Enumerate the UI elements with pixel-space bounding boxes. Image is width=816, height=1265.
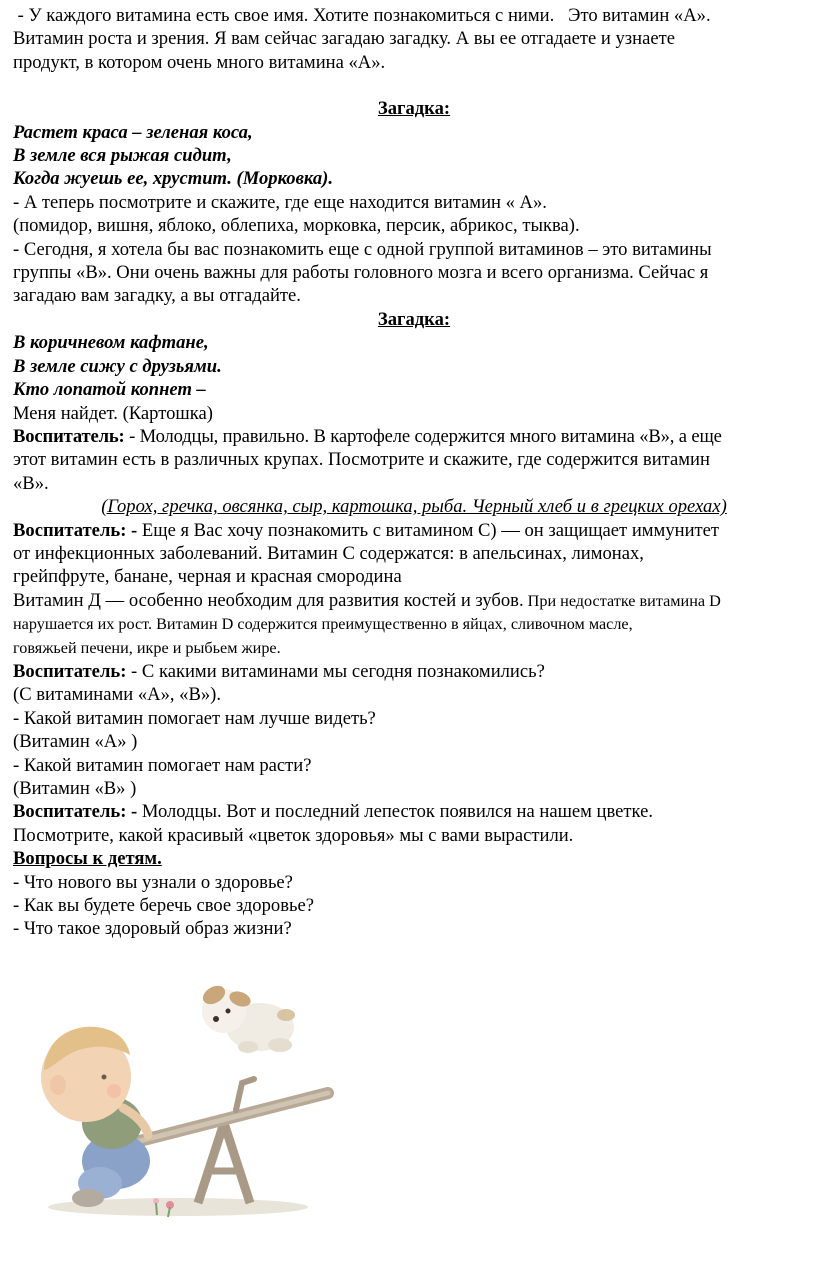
teacher-question-line-5: - Какой витамин помогает нам расти? xyxy=(13,754,312,776)
intro-line-3: продукт, в котором очень много витамина «А». xyxy=(13,51,386,73)
vitamin-d-line-3: говяжьей печени, икре и рыбьем жире. xyxy=(13,638,281,657)
riddle-1-line-1: Растет краса – зеленая коса, xyxy=(13,121,253,143)
riddle-2-heading: Загадка: xyxy=(377,308,451,330)
teacher-c-line-2: от инфекционных заболеваний. Витамин С содержатся: в апельсинах, лимонах, xyxy=(13,542,644,564)
riddle-1-line-3: Когда жуешь ее, хрустит. (Морковка). xyxy=(13,168,333,190)
speaker-label: Воспитатель: xyxy=(13,660,127,682)
riddle-2-line-1: В коричневом кафтане, xyxy=(13,332,209,354)
document-page xyxy=(13,4,815,941)
teacher-question-line-2: (С витаминами «А», «В»). xyxy=(13,684,222,706)
riddle-1-heading: Загадка: xyxy=(377,98,451,120)
question-item: - Как вы будете беречь свое здоровье? xyxy=(13,895,314,917)
riddle-2-line-3: Кто лопатой копнет – xyxy=(13,379,206,401)
vitamin-b-intro-line-1: - Сегодня, я хотела бы вас познакомить еще с одной группой витаминов – это витамины xyxy=(13,238,712,260)
vitamin-a-answer: (помидор, вишня, яблоко, облепиха, морковка, персик, абрикос, тыква). xyxy=(13,215,580,237)
vitamin-b-intro-line-3: загадаю вам загадку, а вы отгадайте. xyxy=(13,285,301,307)
teacher-c-text-1: Еще я Вас хочу познакомить с витамином С) — он защищает иммунитет xyxy=(137,519,720,541)
seesaw-illustration-icon xyxy=(28,975,338,1220)
speaker-label: Воспитатель: - xyxy=(13,801,138,823)
question-item: - Что такое здоровый образ жизни? xyxy=(13,918,292,940)
vitamin-b-intro-line-2: группы «В». Они очень важны для работы головного мозга и всего организма. Сейчас я xyxy=(13,262,709,284)
riddle-2-line-2: В земле сижу с друзьями. xyxy=(13,355,222,377)
vitamin-d-line-2: нарушается их рост. Витамин D содержится преимущественно в яйцах, сливочном масле, xyxy=(13,615,633,634)
vitamin-d-text-main: Витамин Д — особенно необходим для развития костей и зубов. xyxy=(13,589,524,611)
questions-heading: Вопросы к детям. xyxy=(13,848,162,870)
intro-line-2: Витамин роста и зрения. Я вам сейчас загадаю загадку. А вы ее отгадаете и узнаете xyxy=(13,28,675,50)
question-item: - Что нового вы узнали о здоровье? xyxy=(13,871,293,893)
vitamin-d-line-1 xyxy=(13,589,815,613)
teacher-question-line-1 xyxy=(13,660,815,683)
speaker-label: Воспитатель: - xyxy=(13,519,138,541)
vitamin-d-text-small: При недостатке витамина D xyxy=(523,591,721,610)
teacher-b-line-1 xyxy=(13,425,815,448)
teacher-final-line-2: Посмотрите, какой красивый «цветок здоровья» мы с вами вырастили. xyxy=(13,824,574,846)
spacer xyxy=(13,74,815,97)
vitamin-a-question: - А теперь посмотрите и скажите, где еще находится витамин « А». xyxy=(13,191,547,213)
teacher-question-line-4: (Витамин «А» ) xyxy=(13,731,138,753)
teacher-question-line-6: (Витамин «В» ) xyxy=(13,778,137,799)
teacher-c-line-1 xyxy=(13,519,815,542)
teacher-c-line-3: грейпфруте, банане, черная и красная смородина xyxy=(13,566,402,588)
riddle-1-line-2: В земле вся рыжая сидит, xyxy=(13,145,232,167)
speaker-label: Воспитатель: xyxy=(13,425,125,447)
child-on-seesaw-with-puppy-illustration xyxy=(28,975,338,1220)
intro-line-1: - У каждого витамина есть свое имя. Хотите познакомиться с ними. Это витамин «А». xyxy=(13,5,711,26)
teacher-final-text-1: Молодцы. Вот и последний лепесток появился на нашем цветке. xyxy=(137,801,654,823)
teacher-b-line-3: «В». xyxy=(13,472,49,494)
teacher-question-line-3: - Какой витамин помогает нам лучше видеть? xyxy=(13,707,376,729)
teacher-b-line-2: этот витамин есть в различных крупах. Посмотрите и скажите, где содержится витамин xyxy=(13,449,710,471)
teacher-final-line-1 xyxy=(13,800,815,823)
teacher-b-text-1: - Молодцы, правильно. В картофеле содержится много витамина «В», а еще xyxy=(124,425,722,447)
vitamin-b-answer: (Горох, гречка, овсянка, сыр, картошка, рыба. Черный хлеб и в грецких орехах) xyxy=(101,496,727,518)
teacher-question-text-1: - С какими витаминами мы сегодня познакомились? xyxy=(126,660,545,682)
riddle-2-line-4: Меня найдет. (Картошка) xyxy=(13,402,213,424)
